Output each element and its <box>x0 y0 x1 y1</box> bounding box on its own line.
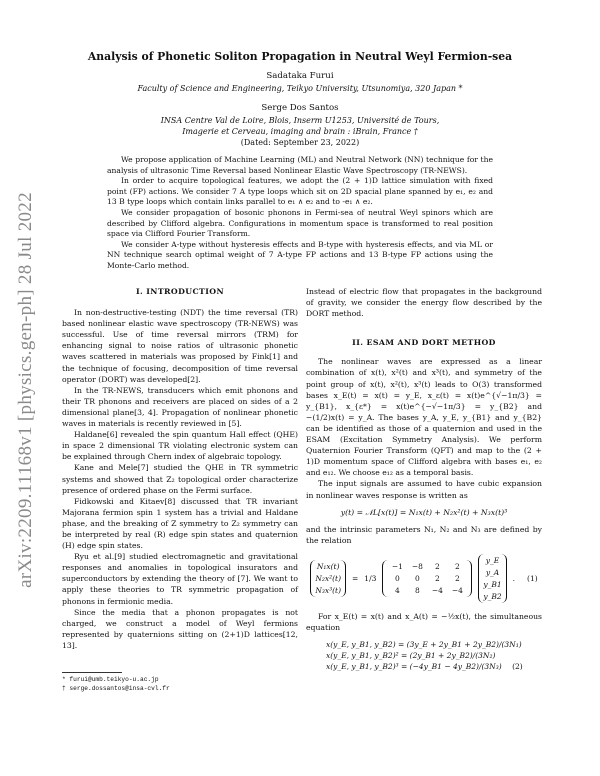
equation-system <box>326 639 542 672</box>
matrix-cell: −4 <box>451 586 463 596</box>
matrix-cell: y_B1 <box>483 580 502 590</box>
matrix-cell: 0 <box>394 574 400 584</box>
body-paragraph: and the intrinsic parameters N₁, N₂ and N₃ are defined by the relation <box>306 524 542 545</box>
matrix-cell: −1 <box>391 561 403 571</box>
arxiv-sidebar <box>8 170 44 610</box>
body-paragraph: Kane and Mele[7] studied the QHE in TR symmetric systems and showed that Z₂ topological order characterize presence of ordered phase on the Fermi surface. <box>62 463 298 495</box>
abstract-paragraph: We consider propagation of bosonic phonons in Fermi-sea of neutral Weyl spinors which are described by Clifford algebra. Configurations in momentum space is transformed to real position space via Clifford Fourier Transform. <box>107 207 493 239</box>
matrix-cell: 4 <box>394 586 400 596</box>
matrix-cell: N₁x(t) <box>316 561 340 571</box>
equation-y: y(t) = 𝒩L[x(t)] = N₁x(t) + N₂x²(t) + N₃x(t)³ <box>340 507 508 517</box>
body-paragraph: In non-destructive-testing (NDT) the time reversal (TR) based nonlinear elastic wave spectroscopy (TR-NEWS) was successful. Use of time reversal mirrors (TRM) for enhancing signal to noise ratios of ultrasonic phonetic waves scattered in materials was proposed by Fink[1] and the technique of focusing, decomposition of time reversal operator (DORT) was developed[2]. <box>62 308 298 384</box>
equation-number: (2) <box>512 662 523 672</box>
body-paragraph: Since the media that a phonon propagates is not charged, we construct a model of Weyl fermions represented by quaternions sitting on (2+1)D lattices[12, 13]. <box>62 607 298 650</box>
footnote-email-2[interactable]: † serge.dossantos@insa-cvl.fr <box>62 684 170 692</box>
matrix-equation: N₁x(t) N₂x²(t) N₃x³(t) = 1/3 −1 −8 2 2 0 0 2 2 4 8 −4 −4 y_E y_A y_B1 y_B2 . (1) <box>306 554 542 603</box>
footnote-divider <box>62 672 122 673</box>
body-paragraph: For x_E(t) = x(t) and x_A(t) = −½x(t), the simultaneous equation <box>306 612 542 633</box>
dated: (Dated: September 23, 2022) <box>240 138 360 147</box>
matrix-cell: 2 <box>434 574 440 584</box>
equation-number: (1) <box>527 574 538 584</box>
body-paragraph: Haldane[6] revealed the spin quantum Hall effect (QHE) in space 2 dimensional TR violating electronic system can be explained through Chern index of algebraic topology. <box>62 430 298 462</box>
paper-title: Analysis of Phonetic Soliton Propagation in Neutral Weyl Fermion-sea <box>87 50 513 63</box>
matrix-cell: N₂x²(t) <box>315 574 341 584</box>
affiliation-2-line2: Imagerie et Cerveau, imaging and brain : iBrain, France † <box>182 127 418 136</box>
section-heading-introduction: I. INTRODUCTION <box>135 287 225 296</box>
abstract-paragraph: We propose application of Machine Learning (ML) and Neutral Network (NN) technique for the analysis of ultrasonic Time Reversal based Nonlinear Elastic Wave Spectroscopy (TR-NEWS). <box>107 155 493 175</box>
system-line: x(y_E, y_B1, y_B2) = (3y_E + 2y_B1 + 2y_B2)/(3N₁) <box>326 640 522 650</box>
arxiv-id: arXiv:2209.11168v1 [physics.gen-ph] 28 Jul 2022 <box>15 192 36 588</box>
matrix-factor: 1/3 <box>364 574 377 584</box>
coefficient-matrix <box>382 560 472 597</box>
matrix-cell: 0 <box>414 574 420 584</box>
matrix-cell: y_A <box>485 567 500 577</box>
right-column <box>306 286 542 672</box>
matrix-cell: 2 <box>454 561 460 571</box>
matrix-cell: 2 <box>454 574 460 584</box>
body-paragraph: The input signals are assumed to have cubic expansion in nonlinear waves response is written as <box>306 479 542 500</box>
system-line: x(y_E, y_B1, y_B2)² = (2y_B1 + 2y_B2)/(3N₂) <box>326 651 496 661</box>
matrix-cell: 2 <box>434 561 440 571</box>
matrix-cell: −4 <box>431 586 443 596</box>
matrix-cell: −8 <box>411 561 423 571</box>
affiliation-2-line1: INSA Centre Val de Loire, Blois, Inserm U1253, Université de Tours, <box>160 116 440 125</box>
author-2: Serge Dos Santos <box>261 103 339 113</box>
abstract-paragraph: In order to acquire topological features, we adopt the (2 + 1)D lattice simulation with fixed point (FP) actions. We consider 7 A type loops which sit on 2D spacial plane spanned by e₁, e₂ and 13 B type loops which contain links parallel to e₁ ∧ e₂ and to -e₁ ∧ e₂. <box>107 176 493 207</box>
intro-continuation: Instead of electric flow that propagates in the background of gravity, we consider the energy flow described by the DORT method. <box>306 287 542 319</box>
rhs-vector <box>478 554 506 603</box>
affiliation-1: Faculty of Science and Engineering, Teikyo University, Utsunomiya, 320 Japan * <box>137 84 463 93</box>
abstract-paragraph: We consider A-type without hysteresis effects and B-type with hysteresis effects, and via ML or NN technique search optimal weight of 7 A-type FP actions and 13 B-type FP actions using the Monte-Carlo method. <box>107 239 493 270</box>
lhs-vector <box>310 560 346 597</box>
matrix-cell: 8 <box>414 586 420 596</box>
footnote-email-1[interactable]: * furui@umb.teikyo-u.ac.jp <box>62 676 159 683</box>
body-paragraph: The nonlinear waves are expressed as a linear combination of x(t), x²(t) and x³(t), and symmetry of the point group of x(t), x²(t), x³(t) leads to O(3) transformed bases x_E(t) = x(t) = y_E, x_ε(t) = x(t)e^{√−1π/3} = y_{B1}, x_{ε*} = x(t)e^{−√−1π/3} = y_{B2} and −(1/2)x(t) = y_A. The bases y_A, y_E, y_{B1} and y_{B2} can be identified as those of a quaternion and used in the ESAM (Excitation Symmetry Analysis). We perform Quaternion Fourier Transform (QFT) and map to the (2 + 1)D momentum space of Clifford algebra with bases e₁, e₂ and e₁₂. We choose e₁₂ as a temporal basis. <box>306 357 542 478</box>
author-1: Sadataka Furui <box>266 71 334 81</box>
body-paragraph: In the TR-NEWS, transducers which emit phonons and their TR phonons and receivers are placed on sides of a 2 dimensional plane[3, 4]. Propagation of nonlinear phonetic waves in materials is recently reviewed in [5]. <box>62 385 298 429</box>
section-heading-esam: II. ESAM AND DORT METHOD <box>352 338 496 348</box>
left-column <box>62 286 298 651</box>
system-line: x(y_E, y_B1, y_B2)³ = (−4y_B1 − 4y_B2)/(3N₃) <box>326 662 502 672</box>
body-paragraph: Fidkowski and Kitaev[8] discussed that TR invariant Majorana fermion spin 1 system has a trivial and Haldane phase, and the breaking of Z symmetry to Z₂ symmetry can be interpreted by real (R) edge spin states and quaternion (H) edge spin states. <box>62 496 298 551</box>
matrix-cell: N₃x³(t) <box>315 586 341 596</box>
matrix-cell: y_E <box>485 555 500 565</box>
abstract <box>107 155 493 272</box>
footnotes <box>62 676 170 693</box>
body-paragraph: Ryu et al.[9] studied electromagnetic and gravitational responses and anomalies in topological insurators and superconductors by extending the theory of [7]. We want to apply these theories to TR symmetric propagation of phonons in fermionic media. <box>62 552 298 606</box>
matrix-cell: y_B2 <box>483 592 502 602</box>
